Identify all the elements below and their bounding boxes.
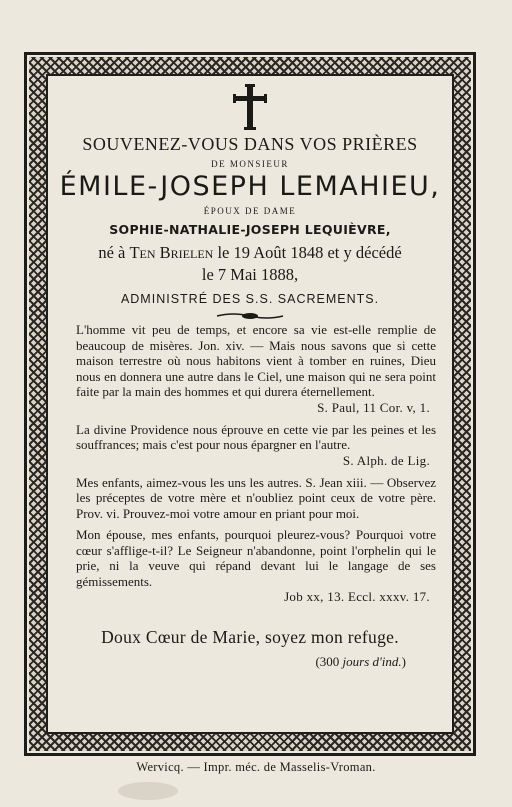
death-line: le 7 Mai 1888, [201, 265, 299, 284]
paper-stain [118, 782, 178, 800]
indulgence-note [48, 654, 452, 670]
cross-icon [230, 84, 270, 130]
born-place: Ten Brielen [129, 243, 214, 262]
indulgence-post: ) [401, 654, 406, 669]
verse-ref-1: S. Paul, 11 Cor. v, 1. [317, 399, 430, 415]
remember-heading: SOUVENEZ-VOUS DANS VOS PRIÈRES [82, 134, 418, 154]
indulgence-italic: jours d'ind. [342, 654, 402, 669]
verse-ref-4: Job xx, 13. Eccl. xxxv. 17. [284, 589, 430, 604]
born-post: le 19 Août 1848 et y décédé [213, 243, 402, 262]
spouse-intro: ÉPOUX DE DAME [203, 206, 297, 216]
ornament-divider-icon [215, 312, 285, 320]
verse-paragraph-2: La divine Providence nous éprouve en cette vie par les peines et les souffrances; mais c'est pour nous épargner en l'autre. [76, 421, 436, 452]
spouse-name: SOPHIE-NATHALIE-JOSEPH LEQUIÈVRE, [109, 222, 391, 237]
born-pre: né à [98, 243, 130, 262]
de-monsieur: DE MONSIEUR [211, 159, 289, 169]
printer-imprint: Wervicq. — Impr. méc. de Masselis-Vroman. [136, 760, 376, 774]
verse-paragraph-3: Mes enfants, aimez-vous les uns les autres. S. Jean xiii. — Observez les préceptes de votre mère et n'oubliez point ceux de votre père. Prov. vi. Prouvez-moi votre amour en priant pour moi. [76, 474, 436, 521]
card-content [48, 76, 452, 670]
indulgence-pre: (300 [315, 654, 343, 669]
verse-paragraph-1: L'homme vit peu de temps, et encore sa vie est-elle remplie de beaucoup de misères. Jon. xiv. — Mais nous savons que si cette maison terrestre où nous habitons vient à tomber en ruines, Dieu nous en donnera une autre dans le Ciel, une maison qui ne sera point faite par la main des hommes et qui durera éternellement. [76, 322, 436, 399]
verse-ref-2: S. Alph. de Lig. [342, 452, 430, 468]
sacraments-line: ADMINISTRÉ DES S.S. SACREMENTS. [120, 292, 380, 306]
deceased-name: ÉMILE-JOSEPH LEMAHIEU, [59, 171, 441, 202]
motto-line: Doux Cœur de Marie, soyez mon refuge. [101, 627, 399, 647]
birth-line [48, 242, 452, 264]
verse-paragraph-4: Mon épouse, mes enfants, pourquoi pleurez-vous? Pourquoi votre cœur s'afflige-t-il? Le Seigneur n'abandonne, point l'orphelin qui le prie, ni la veuve qui répand devant lui le langage de ses gémissements. [76, 527, 436, 589]
